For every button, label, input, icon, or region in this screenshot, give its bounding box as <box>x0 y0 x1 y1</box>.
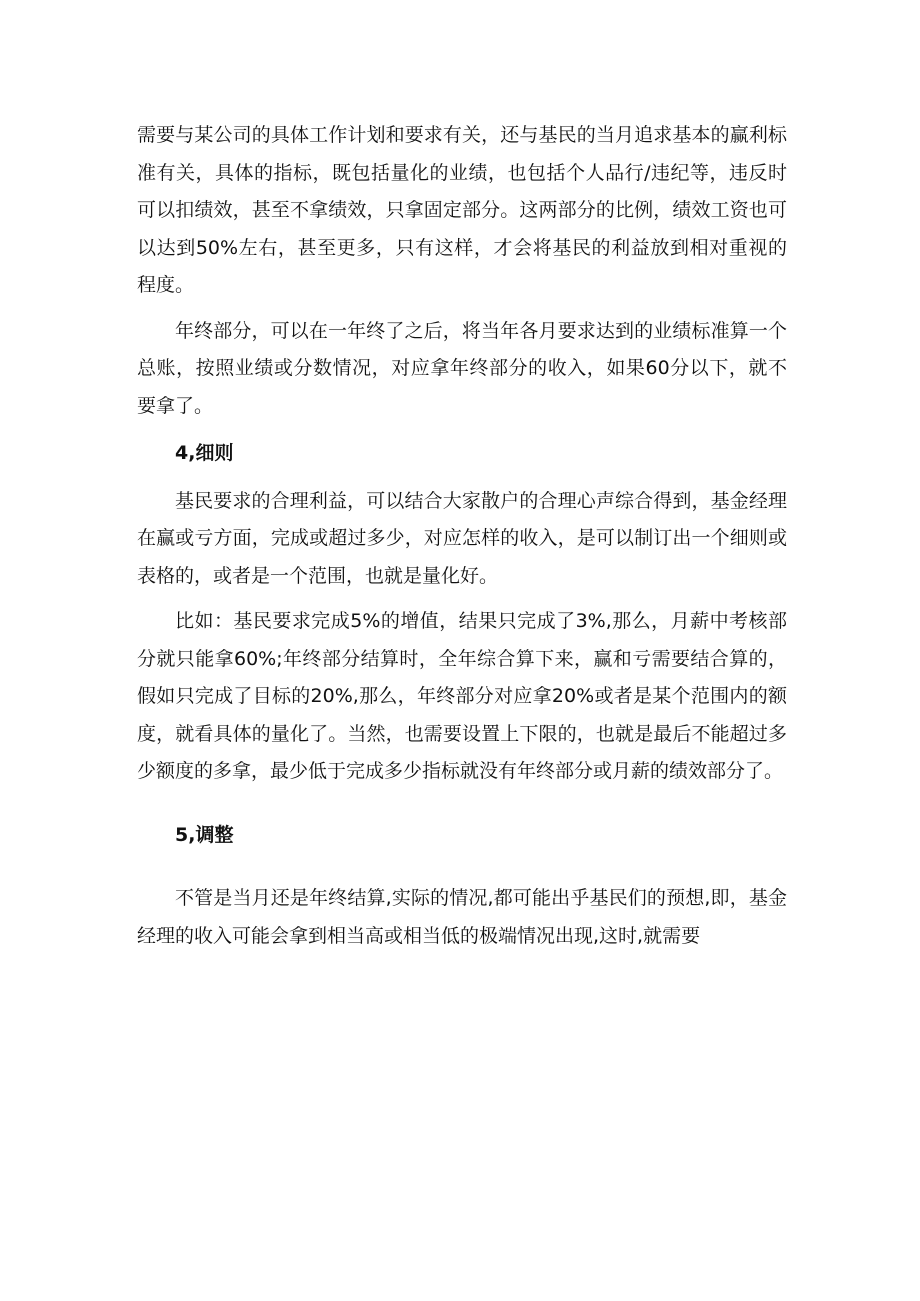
paragraph-reasonable-interest: 基民要求的合理利益，可以结合大家散户的合理心声综合得到，基金经理在赢或亏方面，完成或超过多少，对应怎样的收入，是可以制订出一个细则或表格的，或者是一个范围，也就是量化好。 <box>137 489 787 587</box>
paragraph-extreme-cases: 不管是当月还是年终结算,实际的情况,都可能出乎基民们的预想,即，基金经理的收入可能会拿到相当高或相当低的极端情况出现,这时,就需要 <box>137 887 787 947</box>
section-heading-adjustment: 5,调整 <box>175 823 234 846</box>
paragraph-example: 比如：基民要求完成5%的增值，结果只完成了3%,那么，月薪中考核部分就只能拿60%;年终部分结算时，全年综合算下来，赢和亏需要结合算的，假如只完成了目标的20%,那么，年终部分对应拿20%或者是某个范围内的额度，就看具体的量化了。当然，也需要设置上下限的，也就是最后不能超过多少额度的多拿，最少低于完成多少指标就没有年终部分或月薪的绩效部分了。 <box>137 610 787 782</box>
document-body <box>137 117 787 955</box>
section-heading-details: 4,细则 <box>175 442 234 464</box>
paragraph-year-end-portion: 年终部分，可以在一年终了之后，将当年各月要求达到的业绩标准算一个总账，按照业绩或分数情况，对应拿年终部分的收入，如果60分以下，就不要拿了。 <box>137 319 787 417</box>
paragraph-performance-criteria: 需要与某公司的具体工作计划和要求有关，还与基民的当月追求基本的赢利标准有关，具体的指标，既包括量化的业绩，也包括个人品行/违纪等，违反时可以扣绩效，甚至不拿绩效，只拿固定部分。这两部分的比例，绩效工资也可以达到50%左右，甚至更多，只有这样，才会将基民的利益放到相对重视的程度。 <box>137 124 787 296</box>
